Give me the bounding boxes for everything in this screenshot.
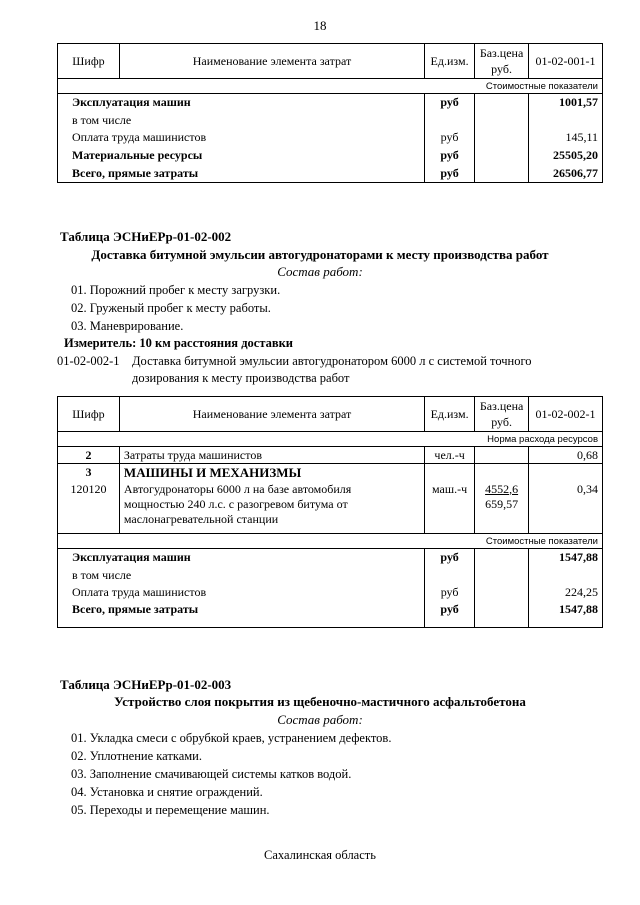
table-row-code: 3: [58, 464, 120, 482]
table-row-price: [475, 129, 529, 147]
table-row-value: 25505,20: [529, 147, 603, 165]
work-item: 05. Переходы и перемещение машин.: [71, 803, 270, 817]
table-row-value: 0,68: [529, 447, 603, 464]
table-row-price: [475, 165, 529, 183]
table-row-unit: руб: [425, 549, 475, 567]
table-row-unit: руб: [425, 147, 475, 165]
col-header-unit: Ед.изм.: [425, 44, 475, 79]
table-row-value: 224,25: [529, 584, 603, 602]
table-row-value: [529, 112, 603, 129]
table-row-value: 1001,57: [529, 94, 603, 112]
table-row-value: 145,11: [529, 129, 603, 147]
table-row-price: [475, 549, 529, 567]
table-row-unit: чел.-ч: [425, 447, 475, 464]
table-row-price: [475, 147, 529, 165]
cost-table-01-02-001-1: [57, 43, 603, 183]
item-description: Доставка битумной эмульсии автогудронатором 6000 л с системой точного: [132, 354, 532, 368]
table-row-value: [529, 464, 603, 482]
table-row-name: Всего, прямые затраты: [58, 602, 425, 628]
col-header-code: Шифр: [58, 44, 120, 79]
table-row-price: [475, 602, 529, 628]
table-row-name: МАШИНЫ И МЕХАНИЗМЫ: [119, 464, 424, 482]
cost-indicators-label: Стоимостные показатели: [58, 534, 603, 549]
table-row-name: в том числе: [58, 112, 425, 129]
meter-label: Измеритель: 10 км расстояния доставки: [64, 336, 294, 350]
page-number: 18: [313, 18, 327, 33]
table-row-price: [475, 482, 529, 534]
table-row-unit: маш.-ч: [425, 482, 475, 534]
table-row-price: [475, 447, 529, 464]
col-header-item-code: 01-02-002-1: [529, 397, 603, 432]
table-row-name: Затраты труда машинистов: [119, 447, 424, 464]
table-row-unit: [425, 567, 475, 584]
work-item: 03. Маневрирование.: [71, 319, 184, 333]
table-row-price: [475, 464, 529, 482]
table-row-price: [475, 112, 529, 129]
table-row-name: Оплата труда машинистов: [58, 129, 425, 147]
table-row-price: [475, 94, 529, 112]
table-row-unit: [425, 112, 475, 129]
item-description-cont: дозирования к месту производства работ: [132, 371, 350, 385]
footer-region: Сахалинская область: [264, 848, 376, 862]
price-bottom: 659,57: [485, 496, 519, 511]
table-row-value: 26506,77: [529, 165, 603, 183]
work-item: 02. Груженый пробег к месту работы.: [71, 301, 271, 315]
table-row-unit: руб: [425, 165, 475, 183]
price-top: 4552,6: [485, 481, 519, 496]
table-row-name: в том числе: [58, 567, 425, 584]
table-row-value: [529, 567, 603, 584]
col-header-name: Наименование элемента затрат: [119, 44, 424, 79]
work-item: 03. Заполнение смачивающей системы катков водой.: [71, 767, 352, 781]
table-row-unit: руб: [425, 94, 475, 112]
machine-name-line: мощностью 240 л.с. с разогревом битума от: [123, 496, 348, 511]
table-row-name: [119, 482, 424, 534]
col-header-item-code: 01-02-001-1: [529, 44, 603, 79]
table-id-01-02-002: Таблица ЭСНиЕРр-01-02-002: [60, 229, 232, 244]
work-composition-label: Состав работ:: [277, 712, 363, 727]
table-row-code: 120120: [58, 482, 120, 534]
item-code: 01-02-002-1: [57, 354, 120, 368]
table-row-name: Материальные ресурсы: [58, 147, 425, 165]
col-header-base-price: Баз.цена руб.: [475, 397, 529, 432]
col-header-unit: Ед.изм.: [425, 397, 475, 432]
table-row-name: Эксплуатация машин: [58, 549, 425, 567]
col-header-name: Наименование элемента затрат: [119, 397, 424, 432]
table-row-code: 2: [58, 447, 120, 464]
table-row-unit: руб: [425, 602, 475, 628]
resource-norm-label: Норма расхода ресурсов: [58, 432, 603, 447]
table-row-value: 1547,88: [529, 602, 603, 628]
work-item: 01. Укладка смеси с обрубкой краев, устранением дефектов.: [71, 731, 392, 745]
col-header-base-price: Баз.цена руб.: [475, 44, 529, 79]
table-row-name: Всего, прямые затраты: [58, 165, 425, 183]
table-row-unit: руб: [425, 584, 475, 602]
col-header-code: Шифр: [58, 397, 120, 432]
table-row-value: 1547,88: [529, 549, 603, 567]
cost-indicators-label: Стоимостные показатели: [58, 79, 603, 94]
table-row-unit: руб: [425, 129, 475, 147]
table-row-name: Оплата труда машинистов: [58, 584, 425, 602]
machine-name-line: Автогудронаторы 6000 л на базе автомобиля: [123, 481, 352, 496]
cost-table-01-02-002-1: [57, 396, 603, 628]
table-row-name: Эксплуатация машин: [58, 94, 425, 112]
work-item: 02. Уплотнение катками.: [71, 749, 202, 763]
work-item: 01. Порожний пробег к месту загрузки.: [71, 283, 281, 297]
table-row-unit: [425, 464, 475, 482]
section-title-01-02-002: Доставка битумной эмульсии автогудронаторами к месту производства работ: [91, 247, 549, 262]
table-id-01-02-003: Таблица ЭСНиЕРр-01-02-003: [60, 677, 232, 692]
section-title-01-02-003: Устройство слоя покрытия из щебеночно-мастичного асфальтобетона: [114, 694, 526, 709]
work-item: 04. Установка и снятие ограждений.: [71, 785, 263, 799]
work-composition-label: Состав работ:: [277, 264, 363, 279]
machine-name-line: маслонагревательной станции: [123, 511, 279, 526]
table-row-price: [475, 584, 529, 602]
table-row-value: 0,34: [529, 482, 603, 534]
table-row-price: [475, 567, 529, 584]
